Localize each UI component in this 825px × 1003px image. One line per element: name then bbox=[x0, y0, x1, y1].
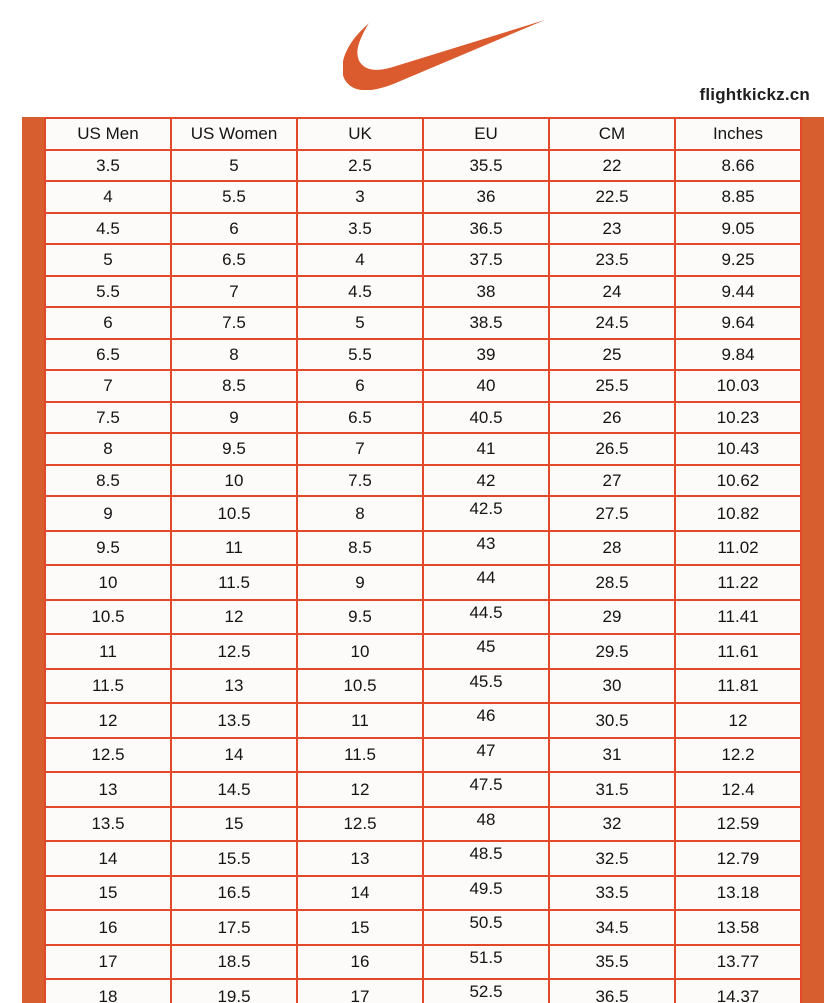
table-row bbox=[45, 979, 801, 1003]
size-cell: 8.66 bbox=[675, 150, 801, 182]
table-row bbox=[45, 150, 801, 182]
right-accent-bar bbox=[802, 117, 824, 1003]
size-cell: 40 bbox=[423, 370, 549, 402]
size-cell: 25 bbox=[549, 339, 675, 371]
table-row bbox=[45, 370, 801, 402]
size-cell: 17 bbox=[45, 945, 171, 980]
size-cell: 25.5 bbox=[549, 370, 675, 402]
size-cell: 40.5 bbox=[423, 402, 549, 434]
size-cell: 12.5 bbox=[45, 738, 171, 773]
size-cell: 11.61 bbox=[675, 634, 801, 669]
size-cell: 30 bbox=[549, 669, 675, 704]
table-row bbox=[45, 496, 801, 531]
size-cell: 9.84 bbox=[675, 339, 801, 371]
size-cell: 51.5 bbox=[423, 945, 549, 980]
size-cell: 47 bbox=[423, 738, 549, 773]
size-cell: 4.5 bbox=[45, 213, 171, 245]
size-cell: 45 bbox=[423, 634, 549, 669]
table-body bbox=[45, 150, 801, 1003]
size-cell: 36.5 bbox=[423, 213, 549, 245]
size-cell: 10 bbox=[45, 565, 171, 600]
size-cell: 11.5 bbox=[171, 565, 297, 600]
size-cell: 12.5 bbox=[297, 807, 423, 842]
table-row bbox=[45, 244, 801, 276]
size-cell: 7 bbox=[45, 370, 171, 402]
size-cell: 9.25 bbox=[675, 244, 801, 276]
table-row bbox=[45, 841, 801, 876]
size-cell: 9.64 bbox=[675, 307, 801, 339]
size-cell: 13 bbox=[297, 841, 423, 876]
size-cell: 10.82 bbox=[675, 496, 801, 531]
size-cell: 12.4 bbox=[675, 772, 801, 807]
size-cell: 29 bbox=[549, 600, 675, 635]
size-cell: 31.5 bbox=[549, 772, 675, 807]
table-row bbox=[45, 465, 801, 497]
size-cell: 8 bbox=[297, 496, 423, 531]
size-cell: 9.5 bbox=[171, 433, 297, 465]
column-header-eu: EU bbox=[423, 118, 549, 150]
size-cell: 35.5 bbox=[549, 945, 675, 980]
size-cell: 5 bbox=[297, 307, 423, 339]
table-row bbox=[45, 402, 801, 434]
size-cell: 12 bbox=[297, 772, 423, 807]
table-row bbox=[45, 945, 801, 980]
size-cell: 7.5 bbox=[171, 307, 297, 339]
size-cell: 10.5 bbox=[45, 600, 171, 635]
size-cell: 48 bbox=[423, 807, 549, 842]
size-cell: 23.5 bbox=[549, 244, 675, 276]
size-cell: 5.5 bbox=[45, 276, 171, 308]
size-cell: 12.59 bbox=[675, 807, 801, 842]
size-cell: 5 bbox=[171, 150, 297, 182]
size-cell: 22.5 bbox=[549, 181, 675, 213]
size-cell: 7 bbox=[171, 276, 297, 308]
size-cell: 14 bbox=[171, 738, 297, 773]
size-cell: 5.5 bbox=[171, 181, 297, 213]
header-row bbox=[45, 118, 801, 150]
size-cell: 11.41 bbox=[675, 600, 801, 635]
size-cell: 33.5 bbox=[549, 876, 675, 911]
size-cell: 16 bbox=[45, 910, 171, 945]
size-cell: 3.5 bbox=[45, 150, 171, 182]
size-cell: 24.5 bbox=[549, 307, 675, 339]
size-conversion-table bbox=[44, 117, 802, 1003]
size-cell: 11.02 bbox=[675, 531, 801, 566]
size-cell: 8 bbox=[171, 339, 297, 371]
size-cell: 6.5 bbox=[297, 402, 423, 434]
size-cell: 7 bbox=[297, 433, 423, 465]
table-row bbox=[45, 910, 801, 945]
size-cell: 30.5 bbox=[549, 703, 675, 738]
table-row bbox=[45, 669, 801, 704]
size-cell: 11 bbox=[45, 634, 171, 669]
size-cell: 13.5 bbox=[171, 703, 297, 738]
size-cell: 13.18 bbox=[675, 876, 801, 911]
size-cell: 15 bbox=[45, 876, 171, 911]
table-row bbox=[45, 531, 801, 566]
size-cell: 32.5 bbox=[549, 841, 675, 876]
size-cell: 7.5 bbox=[297, 465, 423, 497]
size-cell: 11.5 bbox=[297, 738, 423, 773]
size-cell: 15 bbox=[297, 910, 423, 945]
size-cell: 50.5 bbox=[423, 910, 549, 945]
size-cell: 23 bbox=[549, 213, 675, 245]
size-cell: 28.5 bbox=[549, 565, 675, 600]
size-cell: 37.5 bbox=[423, 244, 549, 276]
table-row bbox=[45, 339, 801, 371]
size-cell: 36 bbox=[423, 181, 549, 213]
size-cell: 6 bbox=[45, 307, 171, 339]
size-cell: 18 bbox=[45, 979, 171, 1003]
size-cell: 10.5 bbox=[297, 669, 423, 704]
size-cell: 41 bbox=[423, 433, 549, 465]
size-cell: 43 bbox=[423, 531, 549, 566]
size-cell: 32 bbox=[549, 807, 675, 842]
size-cell: 18.5 bbox=[171, 945, 297, 980]
table-row bbox=[45, 213, 801, 245]
size-cell: 19.5 bbox=[171, 979, 297, 1003]
size-cell: 12 bbox=[45, 703, 171, 738]
size-cell: 12 bbox=[675, 703, 801, 738]
column-header-inches: Inches bbox=[675, 118, 801, 150]
size-cell: 46 bbox=[423, 703, 549, 738]
size-cell: 48.5 bbox=[423, 841, 549, 876]
size-cell: 28 bbox=[549, 531, 675, 566]
size-cell: 11.22 bbox=[675, 565, 801, 600]
size-cell: 5.5 bbox=[297, 339, 423, 371]
size-cell: 8.5 bbox=[45, 465, 171, 497]
table-row bbox=[45, 634, 801, 669]
size-cell: 13 bbox=[171, 669, 297, 704]
size-cell: 3 bbox=[297, 181, 423, 213]
size-cell: 26 bbox=[549, 402, 675, 434]
column-header-cm: CM bbox=[549, 118, 675, 150]
size-cell: 11 bbox=[297, 703, 423, 738]
size-cell: 45.5 bbox=[423, 669, 549, 704]
size-cell: 4 bbox=[45, 181, 171, 213]
size-cell: 44 bbox=[423, 565, 549, 600]
size-cell: 22 bbox=[549, 150, 675, 182]
table-row bbox=[45, 876, 801, 911]
table-row bbox=[45, 738, 801, 773]
size-cell: 17.5 bbox=[171, 910, 297, 945]
size-cell: 39 bbox=[423, 339, 549, 371]
table-row bbox=[45, 600, 801, 635]
size-cell: 36.5 bbox=[549, 979, 675, 1003]
size-cell: 27.5 bbox=[549, 496, 675, 531]
column-header-uk: UK bbox=[297, 118, 423, 150]
size-cell: 34.5 bbox=[549, 910, 675, 945]
size-cell: 10.03 bbox=[675, 370, 801, 402]
nike-swoosh-icon bbox=[343, 20, 550, 90]
size-cell: 13.77 bbox=[675, 945, 801, 980]
size-cell: 11 bbox=[171, 531, 297, 566]
table-row bbox=[45, 276, 801, 308]
size-cell: 8.85 bbox=[675, 181, 801, 213]
table-row bbox=[45, 807, 801, 842]
table-row bbox=[45, 181, 801, 213]
size-cell: 14 bbox=[45, 841, 171, 876]
size-cell: 4.5 bbox=[297, 276, 423, 308]
table-row bbox=[45, 565, 801, 600]
size-cell: 29.5 bbox=[549, 634, 675, 669]
size-chart bbox=[22, 117, 824, 1003]
size-cell: 12.5 bbox=[171, 634, 297, 669]
size-cell: 13.5 bbox=[45, 807, 171, 842]
table-row bbox=[45, 307, 801, 339]
site-name: flightkickz.cn bbox=[699, 85, 810, 104]
size-cell: 7.5 bbox=[45, 402, 171, 434]
table-row bbox=[45, 433, 801, 465]
size-cell: 35.5 bbox=[423, 150, 549, 182]
size-cell: 13.58 bbox=[675, 910, 801, 945]
size-cell: 47.5 bbox=[423, 772, 549, 807]
size-cell: 17 bbox=[297, 979, 423, 1003]
size-cell: 10.23 bbox=[675, 402, 801, 434]
size-cell: 9.5 bbox=[45, 531, 171, 566]
size-cell: 12 bbox=[171, 600, 297, 635]
size-cell: 12.2 bbox=[675, 738, 801, 773]
size-cell: 5 bbox=[45, 244, 171, 276]
size-cell: 10.5 bbox=[171, 496, 297, 531]
size-cell: 4 bbox=[297, 244, 423, 276]
size-cell: 9 bbox=[171, 402, 297, 434]
column-header-us-women: US Women bbox=[171, 118, 297, 150]
size-cell: 26.5 bbox=[549, 433, 675, 465]
column-header-us-men: US Men bbox=[45, 118, 171, 150]
size-cell: 15.5 bbox=[171, 841, 297, 876]
size-cell: 6.5 bbox=[45, 339, 171, 371]
size-cell: 16 bbox=[297, 945, 423, 980]
size-cell: 12.79 bbox=[675, 841, 801, 876]
size-cell: 10.62 bbox=[675, 465, 801, 497]
table-row bbox=[45, 772, 801, 807]
size-cell: 27 bbox=[549, 465, 675, 497]
size-cell: 8.5 bbox=[297, 531, 423, 566]
size-cell: 11.81 bbox=[675, 669, 801, 704]
size-cell: 6.5 bbox=[171, 244, 297, 276]
size-cell: 10 bbox=[171, 465, 297, 497]
size-cell: 14.37 bbox=[675, 979, 801, 1003]
table-row bbox=[45, 703, 801, 738]
left-accent-bar bbox=[22, 117, 44, 1003]
size-cell: 13 bbox=[45, 772, 171, 807]
size-cell: 42.5 bbox=[423, 496, 549, 531]
size-cell: 9.5 bbox=[297, 600, 423, 635]
size-cell: 49.5 bbox=[423, 876, 549, 911]
size-cell: 6 bbox=[171, 213, 297, 245]
size-cell: 10.43 bbox=[675, 433, 801, 465]
size-cell: 15 bbox=[171, 807, 297, 842]
size-cell: 9 bbox=[297, 565, 423, 600]
size-cell: 2.5 bbox=[297, 150, 423, 182]
size-cell: 14 bbox=[297, 876, 423, 911]
size-cell: 38 bbox=[423, 276, 549, 308]
size-cell: 42 bbox=[423, 465, 549, 497]
size-cell: 31 bbox=[549, 738, 675, 773]
size-cell: 11.5 bbox=[45, 669, 171, 704]
size-cell: 9.44 bbox=[675, 276, 801, 308]
size-cell: 52.5 bbox=[423, 979, 549, 1003]
size-cell: 3.5 bbox=[297, 213, 423, 245]
size-cell: 14.5 bbox=[171, 772, 297, 807]
size-cell: 38.5 bbox=[423, 307, 549, 339]
size-cell: 6 bbox=[297, 370, 423, 402]
size-cell: 10 bbox=[297, 634, 423, 669]
size-cell: 8 bbox=[45, 433, 171, 465]
size-cell: 8.5 bbox=[171, 370, 297, 402]
size-cell: 9.05 bbox=[675, 213, 801, 245]
size-cell: 24 bbox=[549, 276, 675, 308]
size-cell: 9 bbox=[45, 496, 171, 531]
size-cell: 44.5 bbox=[423, 600, 549, 635]
size-cell: 16.5 bbox=[171, 876, 297, 911]
